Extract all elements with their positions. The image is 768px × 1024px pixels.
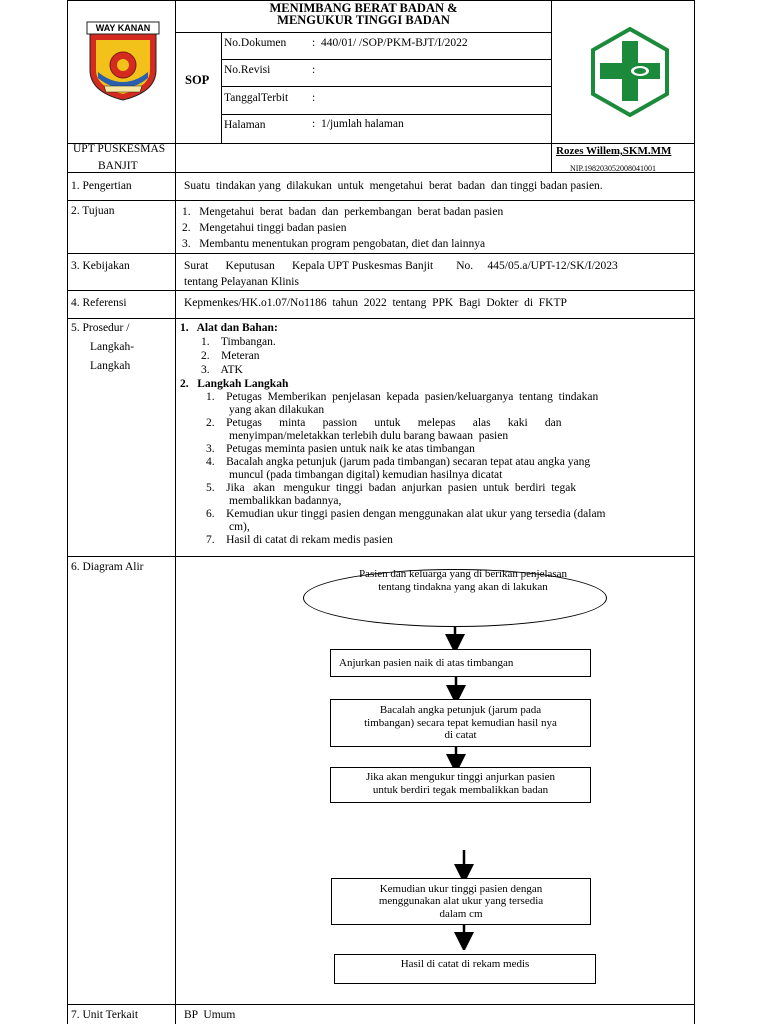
field-label-halaman: Halaman <box>224 119 266 131</box>
field-value-halaman: 1/jumlah halaman <box>321 118 404 130</box>
signer-nip: NIP.198203052008041001 <box>570 164 657 173</box>
section-label-prosedur-3: Langkah <box>90 360 131 372</box>
unit-name-line-1: UPT PUSKESMAS <box>73 143 166 155</box>
sop-label: SOP <box>185 73 210 87</box>
pengertian-text: Suatu tindakan yang dilakukan untuk mengetahui berat badan dan tinggi badan pasien. <box>184 180 603 192</box>
field-label-no-revisi: No.Revisi <box>224 64 271 76</box>
langkah-line: 3. Petugas meminta pasien untuk naik ke atas timbangan <box>206 443 475 455</box>
alat-heading: 1. Alat dan Bahan: <box>180 322 278 334</box>
field-colon: : <box>312 92 316 104</box>
alat-item: 3. ATK <box>201 364 243 376</box>
kebijakan-line-2: tentang Pelayanan Klinis <box>184 276 299 288</box>
unit-name-line-2: BANJIT <box>98 160 138 172</box>
document-title <box>176 2 551 26</box>
tujuan-item: 2. Mengetahui tinggi badan pasien <box>182 222 347 234</box>
langkah-line: yang akan dilakukan <box>206 404 325 416</box>
flow-box-5: Hasil di catat di rekam medis <box>334 954 596 984</box>
field-label-no-dokumen: No.Dokumen <box>224 37 287 49</box>
flow-box-2: Bacalah angka petunjuk (jarum pada timbangan) secara tepat kemudian hasil nya di catat <box>330 699 591 747</box>
field-label-tanggal-terbit: TanggalTerbit <box>224 92 289 104</box>
way-kanan-logo <box>84 20 162 102</box>
puskesmas-logo <box>585 27 675 117</box>
langkah-line: 4. Bacalah angka petunjuk (jarum pada timbangan) secaran tepat atau angka yang <box>206 456 591 468</box>
section-label-kebijakan: 3. Kebijakan <box>71 260 130 272</box>
tujuan-item: 3. Membantu menentukan program pengobatan, diet dan lainnya <box>182 238 486 250</box>
langkah-line: 1. Petugas Memberikan penjelasan kepada pasien/keluarganya tentang tindakan <box>206 391 599 403</box>
langkah-line: 5. Jika akan mengukur tinggi badan anjurkan pasien untuk berdiri tegak <box>206 482 577 494</box>
section-label-prosedur-2: Langkah- <box>90 341 135 353</box>
alat-item: 1. Timbangan. <box>201 336 276 348</box>
section-label-diagram: 6. Diagram Alir <box>71 561 144 573</box>
langkah-line: membalikkan badannya, <box>206 495 342 507</box>
section-label-pengertian: 1. Pengertian <box>71 180 132 192</box>
langkah-line: muncul (pada timbangan digital) kemudian hasilnya dicatat <box>206 469 503 481</box>
section-label-prosedur: 5. Prosedur / <box>71 322 130 334</box>
flow-start-text: Pasien dan keluarga yang di berikan penjelasan tentang tindakna yang akan di lakukan <box>358 568 568 593</box>
kebijakan-line-1: Surat Keputusan Kepala UPT Puskesmas Banjit No. 445/05.a/UPT-12/SK/I/2023 <box>184 260 618 272</box>
section-label-referensi: 4. Referensi <box>71 297 127 309</box>
flow-box-3: Jika akan mengukur tinggi anjurkan pasien untuk berdiri tegak membalikkan badan <box>330 767 591 803</box>
langkah-line: 7. Hasil di catat di rekam medis pasien <box>206 534 393 546</box>
flow-box-1: Anjurkan pasien naik di atas timbangan <box>330 649 591 677</box>
tujuan-item: 1. Mengetahui berat badan dan perkembangan berat badan pasien <box>182 206 504 218</box>
section-label-unit-terkait: 7. Unit Terkait <box>71 1009 139 1021</box>
langkah-heading: 2. Langkah Langkah <box>180 378 289 390</box>
unit-terkait-text: BP Umum <box>184 1009 236 1021</box>
section-label-tujuan: 2. Tujuan <box>71 205 115 217</box>
signer-name: Rozes Willem,SKM.MM <box>556 145 672 157</box>
langkah-line: 2. Petugas minta passion untuk melepas alas kaki dan <box>206 417 562 429</box>
logo-banner-text: WAY KANAN <box>95 23 151 33</box>
langkah-line: cm), <box>206 521 250 533</box>
langkah-line: 6. Kemudian ukur tinggi pasien dengan menggunakan alat ukur yang tersedia (dalam <box>206 508 606 520</box>
field-colon: : <box>312 64 316 76</box>
title-line-2: MENGUKUR TINGGI BADAN <box>277 13 450 27</box>
referensi-text: Kepmenkes/HK.o1.07/No1186 tahun 2022 tentang PPK Bagi Dokter di FKTP <box>184 297 567 309</box>
alat-item: 2. Meteran <box>201 350 260 362</box>
title-line-1: MENIMBANG BERAT BADAN & <box>269 1 458 15</box>
flow-box-4: Kemudian ukur tinggi pasien dengan menggunakan alat ukur yang tersedia dalam cm <box>331 878 591 925</box>
field-colon: : <box>312 37 316 49</box>
langkah-line: menyimpan/meletakkan terlebih dulu barang bawaan pasien <box>206 430 509 442</box>
field-value-no-dokumen: 440/01/ /SOP/PKM-BJT/I/2022 <box>321 37 468 49</box>
field-colon: : <box>312 118 316 130</box>
